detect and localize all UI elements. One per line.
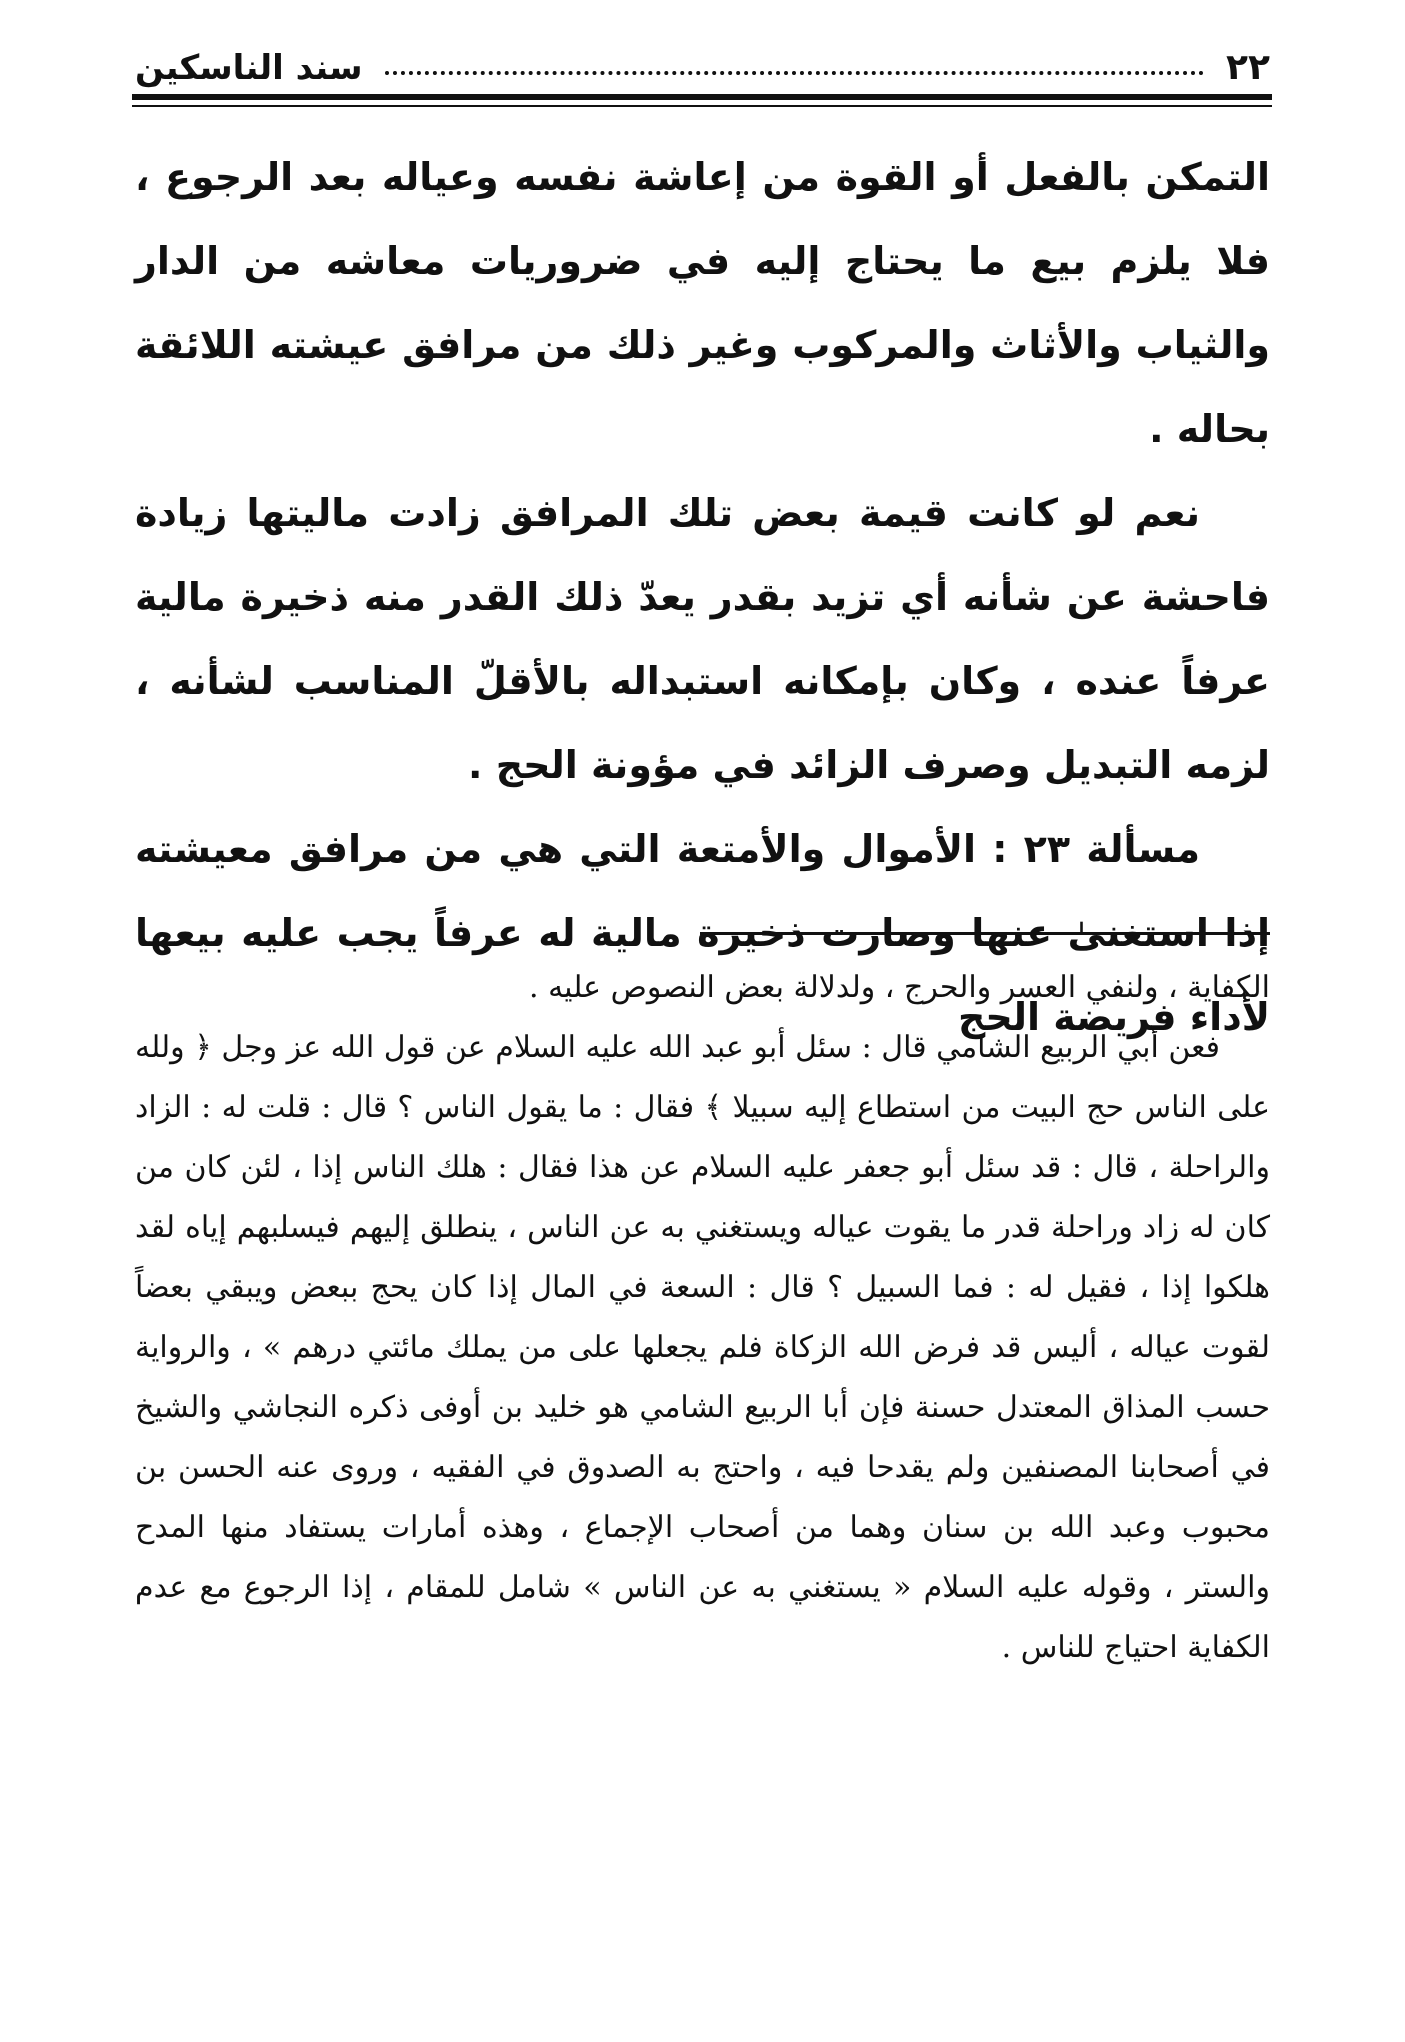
footnote-paragraph-2: فعن أبي الربيع الشامي قال : سئل أبو عبد الله عليه السلام عن قول الله عز وجل ﴿ ولله على الناس حج البيت من استطاع إليه سبيلا ﴾ فقال : ما يقول الناس ؟ قال : قلت له : الزاد والراحلة ، قال : قد سئل أبو جعفر عليه السلام عن هذا فقال : هلك الناس إذا ، لئن كان من كان له زاد وراحلة قدر ما يقوت عياله ويستغني به عن الناس ، ينطلق إليهم فيسلبهم إياه لقد هلكوا إذا ، فقيل له : فما السبيل ؟ قال : السعة في المال إذا كان يحج ببعض ويبقي بعضاً لقوت عياله ، أليس قد فرض الله الزكاة فلم يجعلها على من يملك مائتي درهم » ، والرواية حسب المذاق المعتدل حسنة فإن أبا الربيع الشامي هو خليد بن أوفى ذكره النجاشي والشيخ في أصحابنا المصنفين ولم يقدحا فيه ، واحتج به الصدوق في الفقيه ، وروى عنه الحسن بن محبوب وعبد الله بن سنان وهما من أصحاب الإجماع ، وهذه أمارات يستفاد منها المدح والستر ، وقوله عليه السلام « يستغني به عن الناس » شامل للمقام ، إذا الرجوع مع عدم الكفاية احتياج للناس . bbox=[135, 1030, 1270, 1665]
header-rule-thick bbox=[132, 94, 1272, 100]
main-paragraph-1: التمكن بالفعل أو القوة من إعاشة نفسه وعياله بعد الرجوع ، فلا يلزم بيع ما يحتاج إليه في ضروريات معاشه من الدار والثياب والأثاث والمركوب وغير ذلك من مرافق عيشته اللائقة بحاله . bbox=[135, 155, 1270, 451]
main-paragraph-2: نعم لو كانت قيمة بعض تلك المرافق زادت ماليتها زيادة فاحشة عن شأنه أي تزيد بقدر يعدّ ذلك القدر منه ذخيرة مالية عرفاً عنده ، وكان بإمكانه استبداله بالأقلّ المناسب لشأنه ، لزمه التبديل وصرف الزائد في مؤونة الحج . bbox=[135, 491, 1270, 787]
header-leader-dots bbox=[385, 61, 1205, 75]
main-paragraph-3: مسألة ٢٣ : الأموال والأمتعة التي هي من مرافق معيشته إذا استغنىٰ عنها وصارت ذخيرة مالية له عرفاً يجب عليه بيعها لأداء فريضة الحج bbox=[135, 827, 1270, 1039]
footnote-separator bbox=[700, 932, 1270, 935]
running-header bbox=[135, 38, 1270, 98]
book-title: سند الناسكين bbox=[135, 48, 363, 88]
footnotes bbox=[135, 958, 1270, 1678]
page-number: ٢٢ bbox=[1226, 47, 1270, 88]
header-rule-thin bbox=[132, 105, 1272, 107]
footnote-paragraph-1: الكفاية ، ولنفي العسر والحرج ، ولدلالة بعض النصوص عليه . bbox=[529, 970, 1270, 1005]
header-double-rule bbox=[132, 94, 1272, 112]
main-text bbox=[135, 135, 1270, 1059]
